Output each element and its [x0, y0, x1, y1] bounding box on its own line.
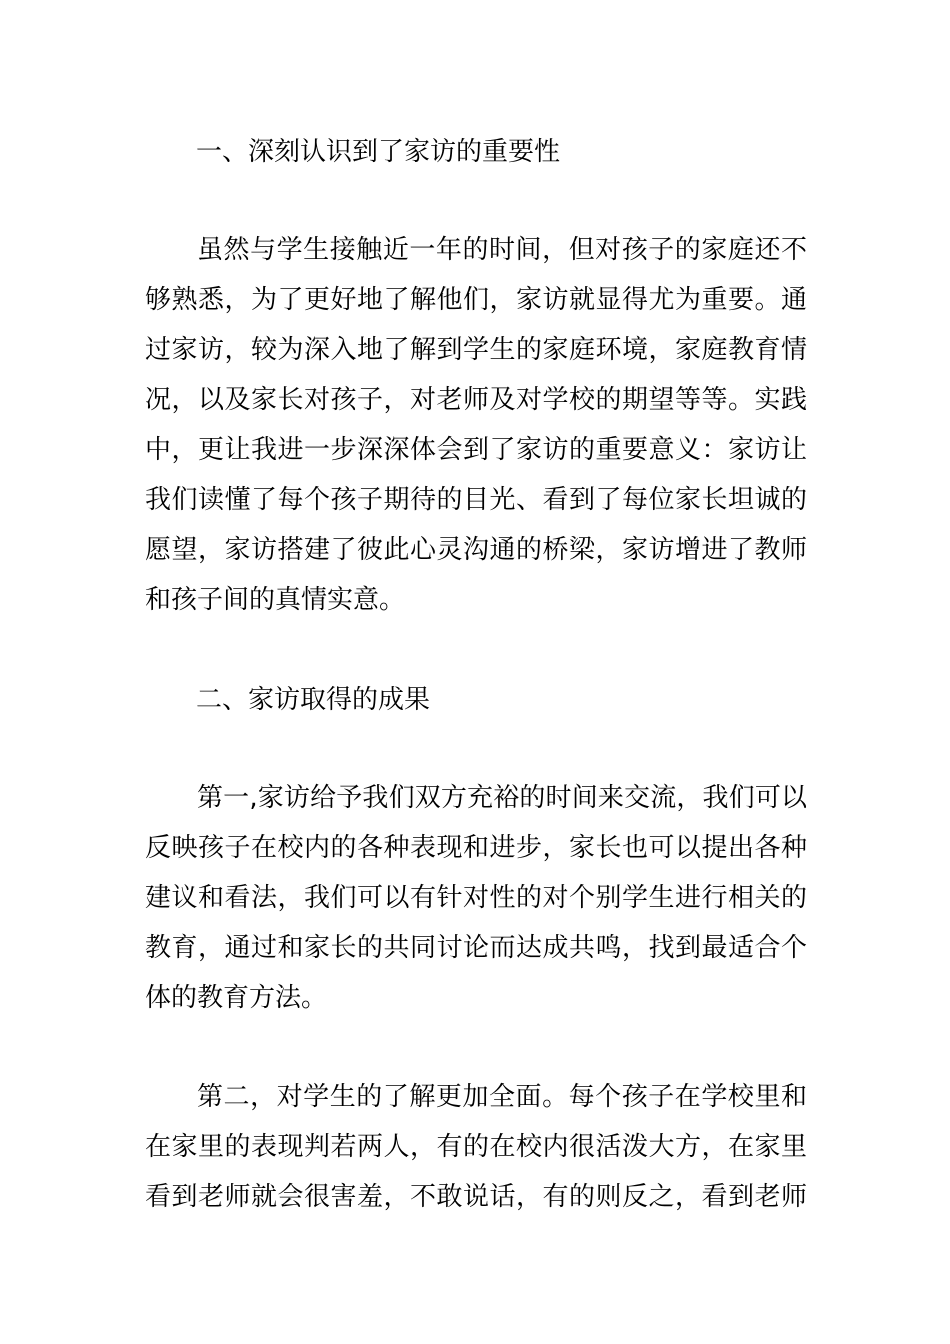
- text-line: 中，更让我进一步深深体会到了家访的重要意义：家访让: [145, 435, 807, 465]
- text-line: 愿望，家访搭建了彼此心灵沟通的桥梁，家访增进了教师: [145, 535, 807, 565]
- paragraph-first-result: [145, 773, 807, 1023]
- text-line: 虽然与学生接触近一年的时间，但对孩子的家庭还不: [197, 235, 807, 265]
- text-line: 在家里的表现判若两人，有的在校内很活泼大方，在家里: [145, 1132, 807, 1162]
- text-line: 建议和看法，我们可以有针对性的对个别学生进行相关的: [145, 883, 807, 913]
- text-line: 够熟悉，为了更好地了解他们，家访就显得尤为重要。通: [145, 285, 807, 315]
- paragraph-second-result: [145, 1072, 807, 1222]
- text-line: 我们读懂了每个孩子期待的目光、看到了每位家长坦诚的: [145, 485, 807, 515]
- text-line: 过家访，较为深入地了解到学生的家庭环境，家庭教育情: [145, 335, 807, 365]
- text-line: 况，以及家长对孩子，对老师及对学校的期望等等。实践: [145, 385, 807, 415]
- text-line: 看到老师就会很害羞，不敢说话，有的则反之，看到老师: [145, 1182, 807, 1212]
- paragraph-importance: [145, 225, 807, 625]
- text-line: 第二，对学生的了解更加全面。每个孩子在学校里和: [197, 1082, 807, 1112]
- text-line: 体的教育方法。: [145, 983, 328, 1013]
- section-heading-1: 一、深刻认识到了家访的重要性: [196, 137, 561, 167]
- text-line: 和孩子间的真情实意。: [145, 585, 406, 615]
- text-line: 第一,家访给予我们双方充裕的时间来交流，我们可以: [197, 783, 807, 813]
- text-line: 教育，通过和家长的共同讨论而达成共鸣，找到最适合个: [145, 933, 807, 963]
- section-heading-2: 二、家访取得的成果: [196, 685, 431, 715]
- text-line: 反映孩子在校内的各种表现和进步，家长也可以提出各种: [145, 833, 807, 863]
